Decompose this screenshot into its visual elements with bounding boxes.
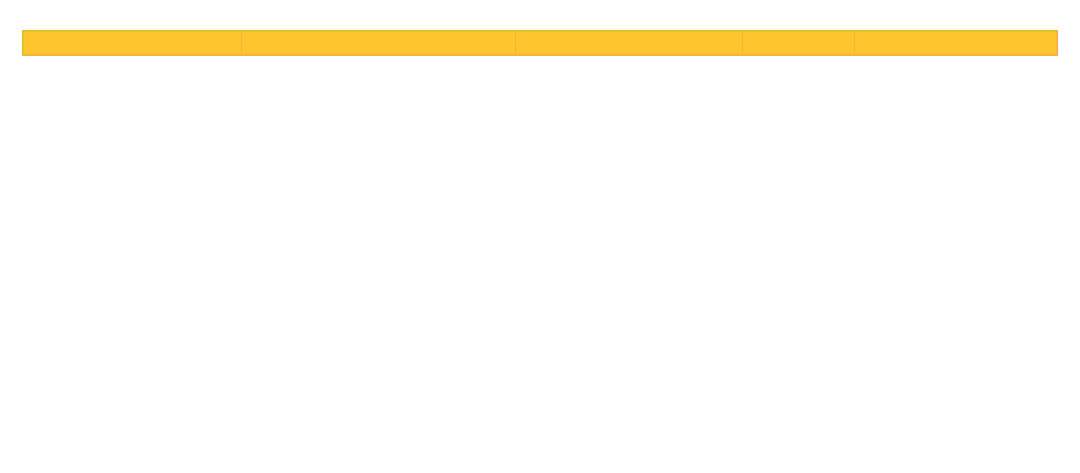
book-table-container: [22, 30, 1058, 56]
header-emne: [23, 31, 241, 55]
header-forfatter: [515, 31, 742, 55]
book-table: [22, 30, 1058, 56]
header-row: [23, 31, 1057, 55]
header-isbn: [854, 31, 1057, 55]
header-utgivelsesar: [742, 31, 854, 55]
header-tittel: [241, 31, 515, 55]
